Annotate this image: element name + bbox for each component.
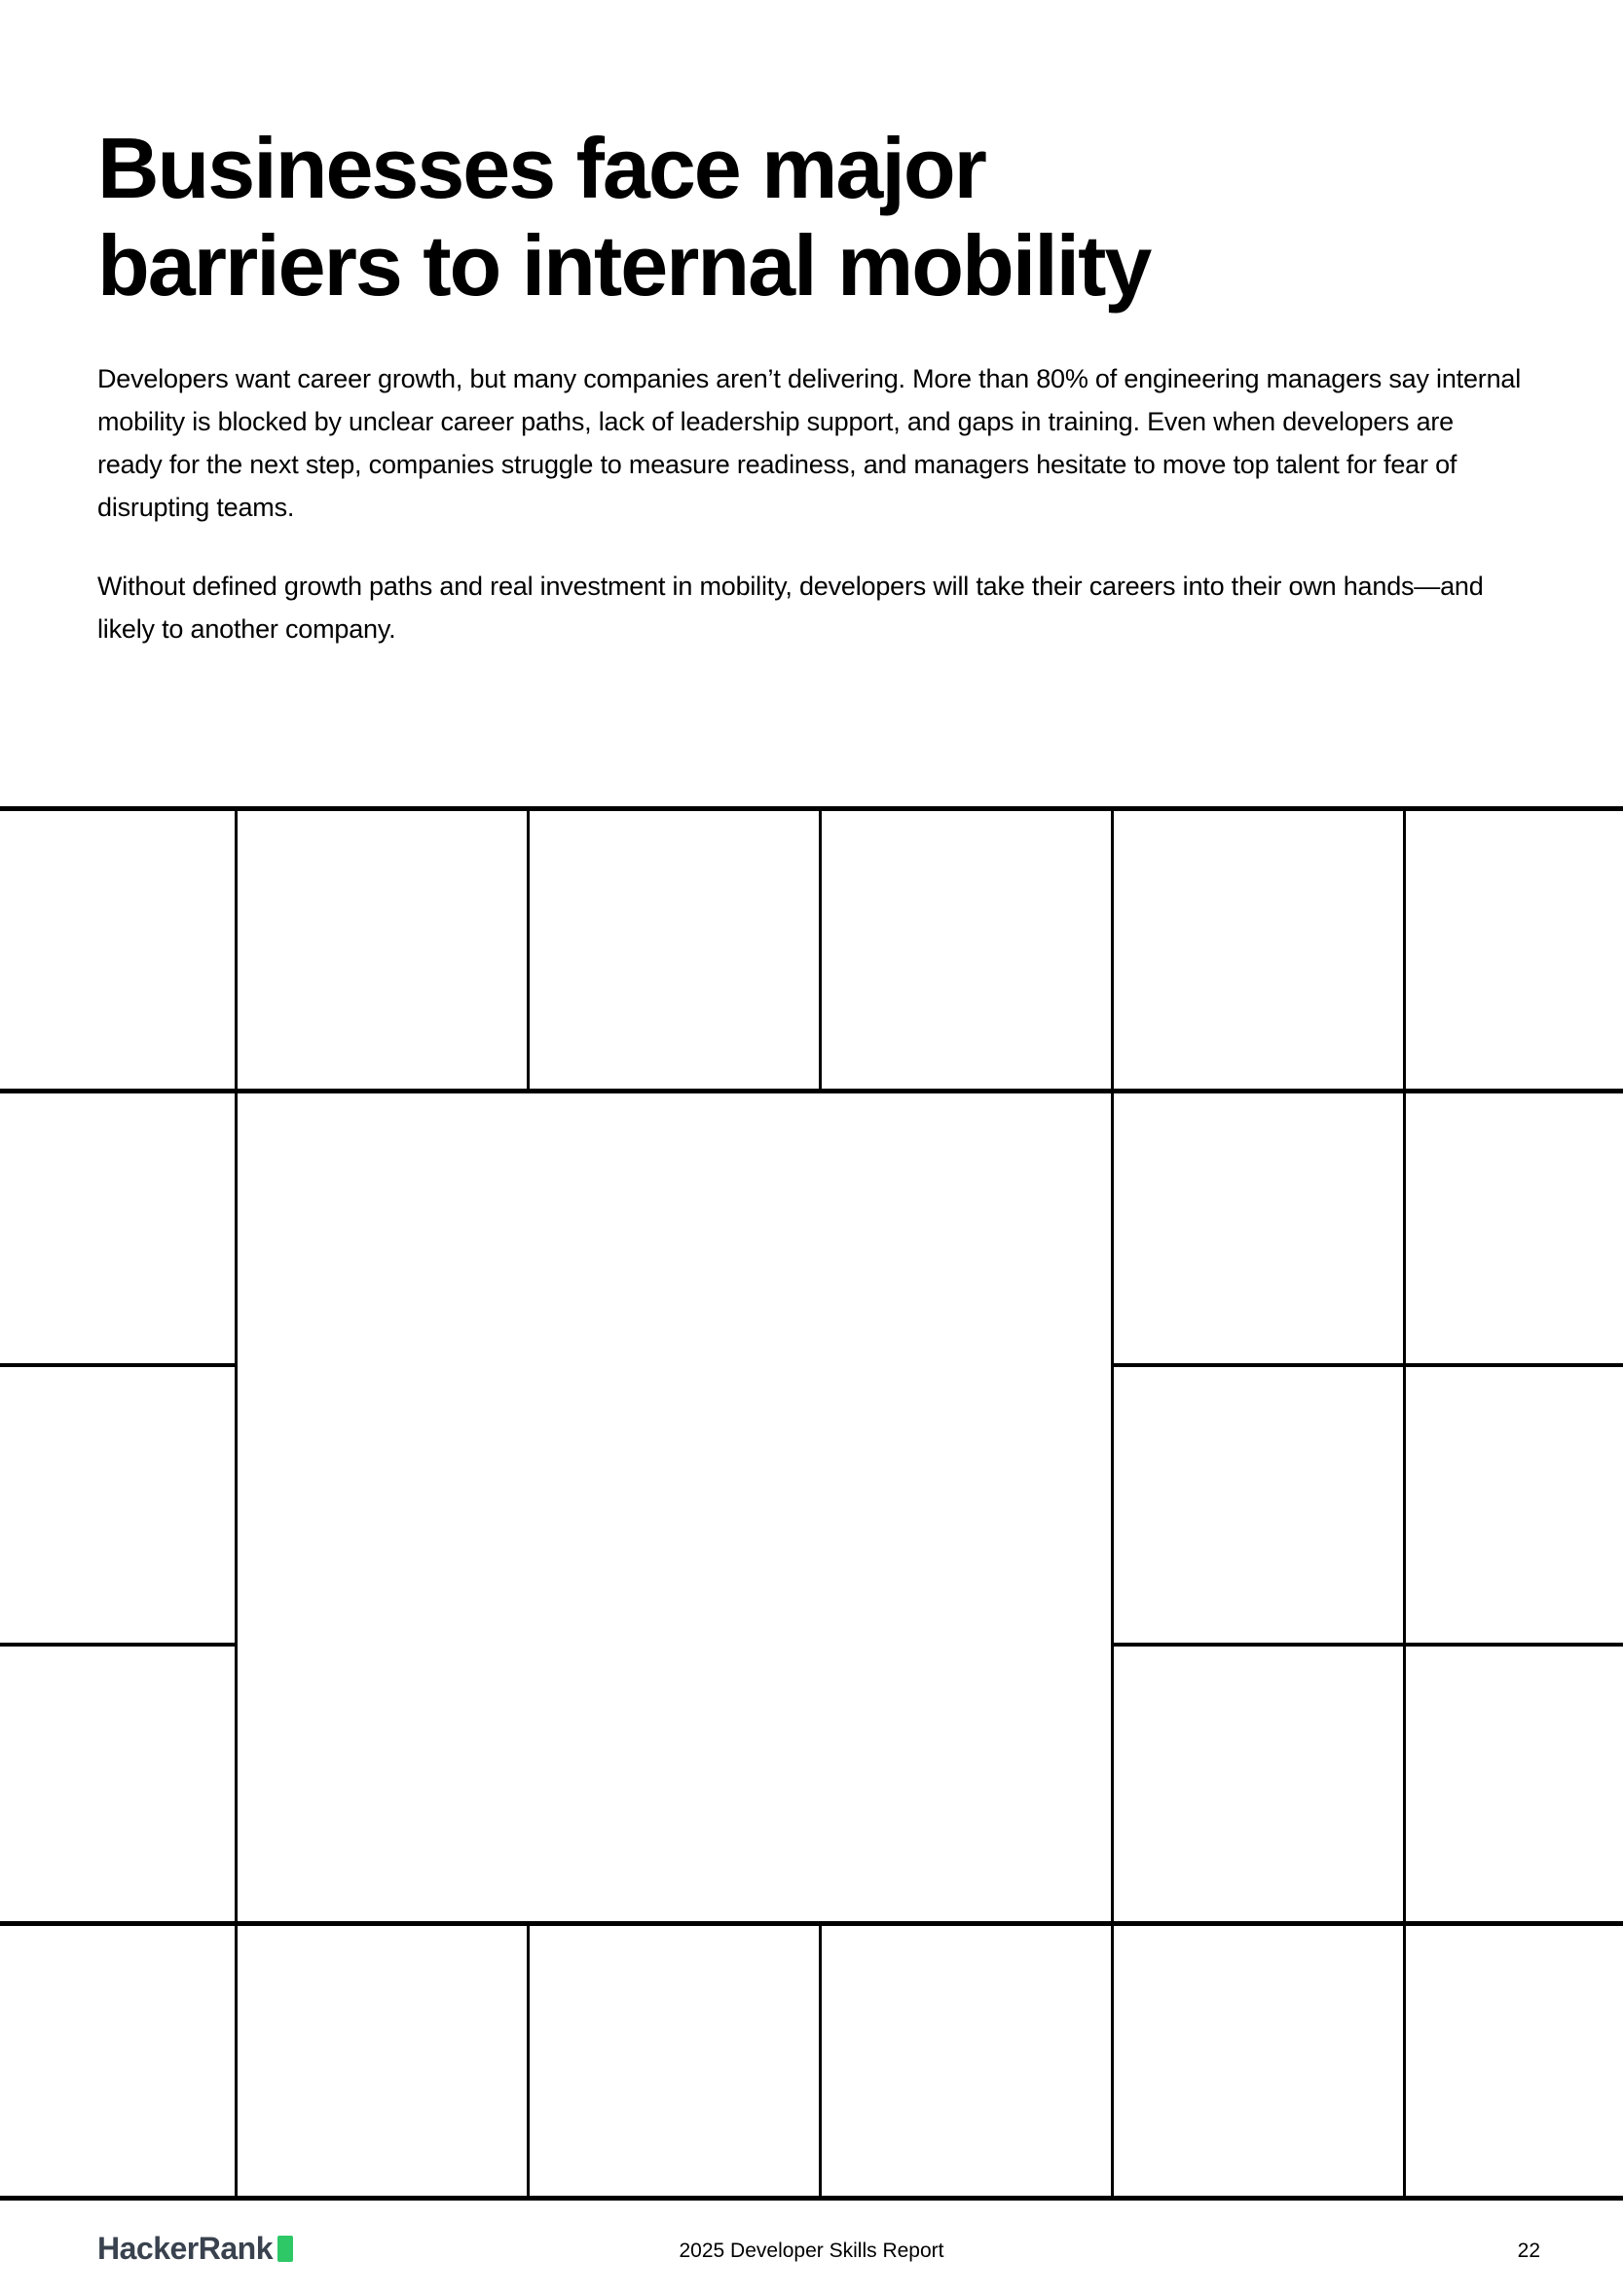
body-paragraph-2: Without defined growth paths and real investment in mobility, developers will take their careers into their own hands—and likely to another company.: [97, 572, 1484, 644]
grid-row-divider-4: [0, 1921, 1623, 1926]
hackerrank-logo-text: HackerRank: [97, 2231, 273, 2266]
grid-col-divider-2-top: [527, 808, 530, 1091]
grid-col-divider-3-top: [819, 808, 822, 1091]
grid-col-divider-1: [235, 808, 238, 2199]
page-title-line-2: barriers to internal mobility: [97, 216, 1151, 314]
grid-row-divider-2-left: [0, 1363, 238, 1367]
footer-page-number: 22: [1517, 2240, 1540, 2262]
footer-report-title: 2025 Developer Skills Report: [679, 2240, 944, 2262]
grid-row-divider-2-right: [1111, 1363, 1623, 1367]
grid-top-border: [0, 806, 1623, 811]
grid-col-divider-2-bottom: [527, 1923, 530, 2199]
page-title: [97, 120, 1150, 315]
grid-col-divider-4: [1111, 808, 1114, 2199]
grid-row-divider-1: [0, 1089, 1623, 1093]
grid-bottom-border: [0, 2196, 1623, 2201]
grid-row-divider-3-left: [0, 1643, 238, 1647]
body-paragraph-1: Developers want career growth, but many companies aren’t delivering. More than 80% of engineering managers say internal mobility is blocked by unclear career paths, lack of leadership support, and gaps in training. Even when developers are ready for the next step, companies struggle to measure readiness, and managers hesitate to move top talent for fear of disrupting teams.: [97, 364, 1522, 522]
page-title-line-1: Businesses face major: [97, 119, 985, 216]
grid-row-divider-3-right: [1111, 1643, 1623, 1647]
grid-col-divider-5: [1403, 808, 1406, 2199]
grid-col-divider-3-bottom: [819, 1923, 822, 2199]
